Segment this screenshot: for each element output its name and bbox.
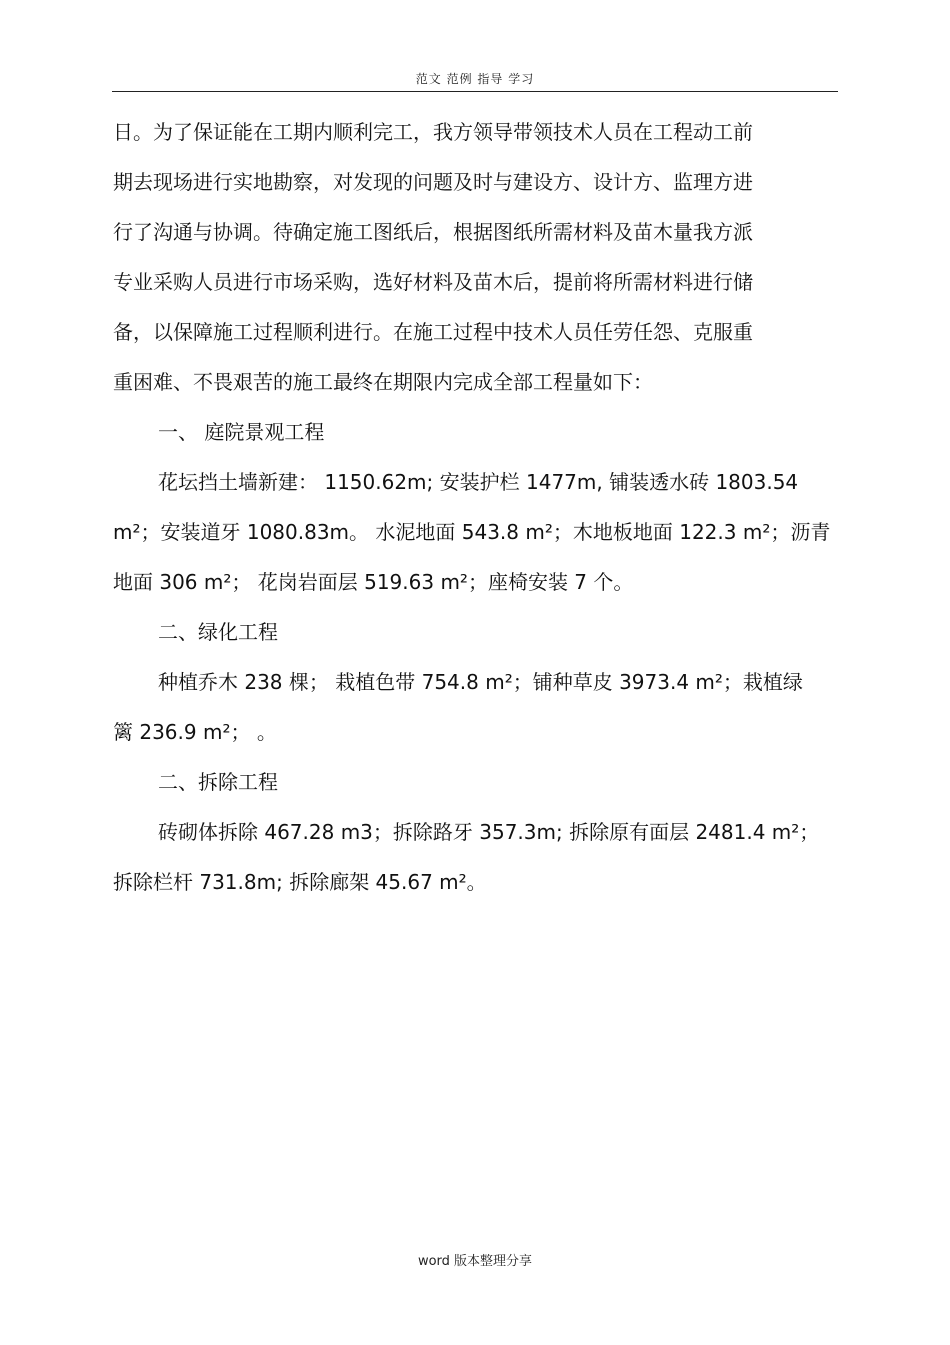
section-heading-landscape: 一、 庭院景观工程 [158, 420, 325, 444]
paragraph-line: 种植乔木 238 棵； 栽植色带 754.8 m²；铺种草皮 3973.4 m²；栽植绿 [158, 670, 803, 694]
paragraph-line: 期去现场进行实地勘察，对发现的问题及时与建设方、设计方、监理方进 [113, 170, 753, 194]
paragraph-line: 花坛挡土墙新建： 1150.62m; 安装护栏 1477m, 铺装透水砖 1803.54 [158, 470, 799, 494]
section-heading-greening: 二、绿化工程 [158, 620, 278, 644]
paragraph-line: 地面 306 m²； 花岗岩面层 519.63 m²；座椅安装 7 个。 [113, 570, 634, 594]
paragraph-line: 拆除栏杆 731.8m; 拆除廊架 45.67 m²。 [113, 870, 487, 894]
paragraph-line: 日。为了保证能在工期内顺利完工，我方领导带领技术人员在工程动工前 [113, 120, 753, 144]
section-heading-demolition: 二、拆除工程 [158, 770, 278, 794]
paragraph-line: 行了沟通与协调。待确定施工图纸后，根据图纸所需材料及苗木量我方派 [113, 220, 753, 244]
paragraph-line: 专业采购人员进行市场采购，选好材料及苗木后，提前将所需材料进行储 [113, 270, 753, 294]
header-divider [112, 91, 838, 92]
paragraph-line: 重困难、不畏艰苦的施工最终在期限内完成全部工程量如下： [113, 370, 653, 394]
paragraph-line: 备，以保障施工过程顺利进行。在施工过程中技术人员任劳任怨、克服重 [113, 320, 753, 344]
paragraph-line: 砖砌体拆除 467.28 m3；拆除路牙 357.3m; 拆除原有面层 2481.4 m²； [158, 820, 820, 844]
page-header: 范文 范例 指导 学习 [415, 72, 535, 86]
paragraph-line: m²；安装道牙 1080.83m。 水泥地面 543.8 m²；木地板地面 122.3 m²；沥青 [113, 520, 831, 544]
page-footer: word 版本整理分享 [417, 1254, 533, 1269]
paragraph-line: 篱 236.9 m²； 。 [113, 720, 277, 744]
